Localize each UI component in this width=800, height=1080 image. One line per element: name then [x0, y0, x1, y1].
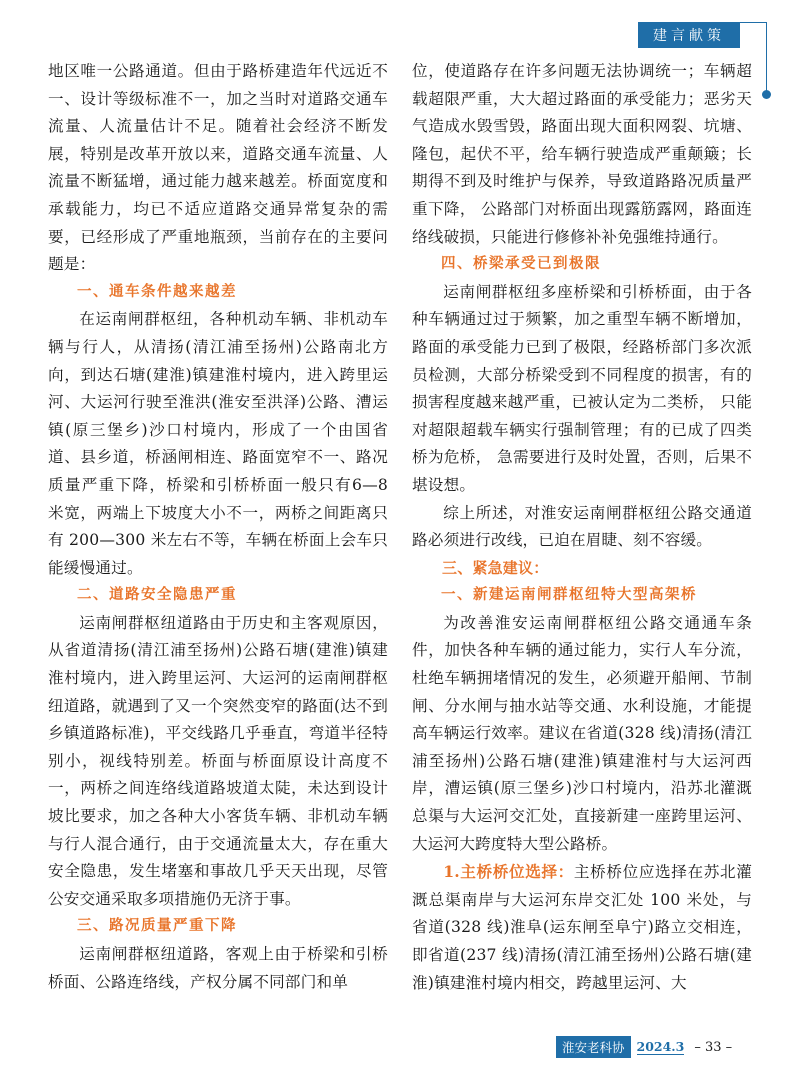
- header-rule-horizontal: [740, 22, 766, 23]
- page-footer: [556, 1037, 732, 1057]
- section-label: 建言献策: [653, 28, 725, 44]
- paragraph: 在运南闸群枢纽，各种机动车辆、非机动车辆与行人，从清扬(清江浦至扬州)公路南北方向，到达石塘(建淮)镇建淮村境内，进入跨里运河、大运河行驶至淮洪(淮安至洪泽)公路、漕运镇(原三堡乡)沙口村境内，形成了一个由国省道、县乡道，桥涵闸相连、路面宽窄不一、路况质量严重下降，桥梁和引桥桥面一般只有6—8 米宽，两端上下坡度大小不一，两桥之间距离只有 200—300 米左右不等，车辆在桥面上会车只能缓慢通过。: [48, 310, 388, 577]
- paragraph-lead: 1.主桥桥位选择：: [443, 862, 574, 882]
- paragraph: 为改善淮安运南闸群枢纽公路交通通车条件，加快各种车辆的通过能力，实行人车分流，杜绝车辆拥堵情况的发生，必须避开船闸、节制闸、分水闸与抽水站等交通、水利设施，才能提高车辆运行效率。建议在省道(328 线)清扬(清江浦至扬州)公路石塘(建淮)镇建淮村与大运河西岸，漕运镇(原三堡乡)沙口村境内，沿苏北灌溉总渠与大运河交汇处，直接新建一座跨里运河、大运河大跨度特大型公路桥。: [412, 613, 752, 853]
- paragraph: 运南闸群枢纽道路由于历史和主客观原因，从省道清扬(清江浦至扬州)公路石塘(建淮)镇建淮村境内，进入跨里运河、大运河的运南闸群枢纽道路，就遇到了又一个突然变窄的路面(达不到乡镇道路标准)，平交线路几乎垂直，弯道半径特别小，视线特别差。桥面与桥面原设计高度不一，两桥之间连络线道路坡道太陡，未达到设计坡比要求，加之各种大小客货车辆、非机动车辆与行人混合通行，由于交通流量太大，存在重大安全隐患，发生堵塞和事故几乎天天出现，尽管公安交通采取多项措施仍无济于事。: [48, 613, 388, 908]
- publication-name: 淮安老科协: [556, 1036, 631, 1058]
- paragraph: 综上所述，对淮安运南闸群枢纽公路交通道路必须进行改线，已迫在眉睫、刻不容缓。: [412, 503, 752, 550]
- section-heading: 一、新建运南闸群枢纽特大型高架桥: [441, 587, 697, 604]
- paragraph: 地区唯一公路通道。但由于路桥建造年代远近不一、设计等级标准不一，加之当时对道路交通车流量、人流量估计不足。随着社会经济不断发展，特别是改革开放以来，道路交通车流量、人流量不断猛增，通过能力越来越差。桥面宽度和承载能力，均已不适应道路交通异常复杂的需要，已经形成了严重地瓶颈，当前存在的主要问题是：: [48, 62, 388, 274]
- section-heading: 四、桥梁承受已到极限: [441, 256, 601, 273]
- paragraph-body: 主桥桥位应选择在苏北灌溉总渠南岸与大运河东岸交汇处 100 米处，与省道(328 线)淮阜(运东闸至阜宁)路立交相连，即省道(237 线)清扬(清江浦至扬州)公路石塘(建淮)镇建淮村境内相交，跨越里运河、大: [412, 863, 752, 992]
- section-heading: 二、道路安全隐患严重: [77, 587, 237, 604]
- paragraph: 位，使道路存在许多问题无法协调统一；车辆超载超限严重，大大超过路面的承受能力；恶劣天气造成水毁雪毁，路面出现大面积网裂、坑塘、隆包，起伏不平，给车辆行驶造成严重颠簸；长期得不到及时维护与保养，导致道路路况质量严重下降， 公路部门对桥面出现露筋露网，路面连络线破损，只能进行修修补补免强维持通行。: [412, 62, 752, 246]
- header-dot-icon: [762, 90, 771, 99]
- main-section-heading: 三、紧急建议：: [442, 558, 549, 577]
- paragraph: 运南闸群枢纽道路，客观上由于桥梁和引桥桥面、公路连络线，产权分属不同部门和单: [48, 945, 388, 991]
- issue-number: 2024.3: [636, 1039, 685, 1054]
- header-rule-vertical: [766, 22, 767, 94]
- section-heading: 三、路况质量严重下降: [77, 918, 237, 935]
- section-heading: 一、通车条件越来越差: [77, 283, 237, 300]
- right-column: [412, 58, 752, 997]
- section-header-tab: [638, 22, 740, 48]
- paragraph: 运南闸群枢纽多座桥梁和引桥桥面，由于各种车辆通过过于频繁，加之重型车辆不断增加，路面的承受能力已到了极限，经路桥部门多次派员检测，大部分桥梁受到不同程度的损害，有的损害程度越来越严重，已被认定为二类桥， 只能对超限超载车辆实行强制管理；有的已成了四类桥为危桥， 急需要进行及时处置，否则，后果不堪设想。: [412, 282, 752, 494]
- left-column: [48, 58, 388, 996]
- page-number: – 33 –: [694, 1039, 733, 1055]
- paragraph: [412, 858, 752, 997]
